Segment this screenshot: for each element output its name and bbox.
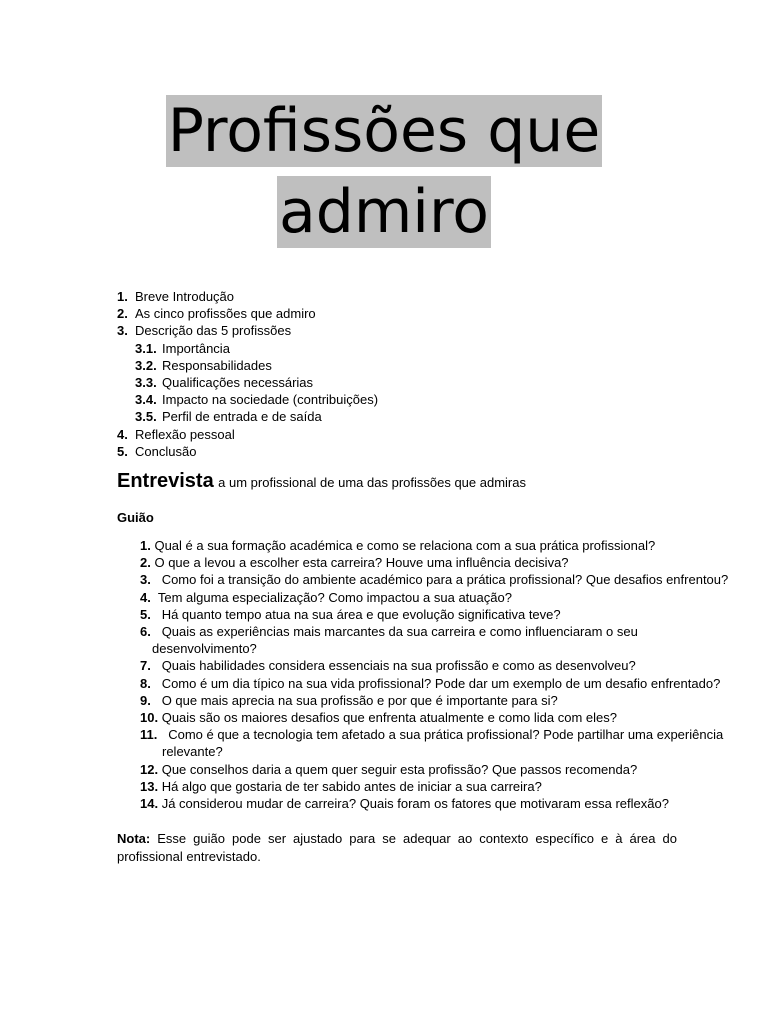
page-title — [0, 92, 768, 254]
outline-subitem — [117, 374, 378, 391]
question-number: 11. — [140, 727, 158, 743]
guide-heading: Guião — [117, 510, 154, 525]
interview-heading-title: Entrevista — [117, 470, 214, 492]
question-text: Tem alguma especialização? Como impactou a sua atuação? — [157, 589, 512, 605]
outline-list — [117, 288, 378, 460]
question-item — [140, 692, 685, 709]
interview-heading-subtitle: a um profissional de uma das profissões que admiras — [218, 475, 526, 490]
question-text: Quais são os maiores desafios que enfrenta atualmente e como lida com eles? — [161, 710, 617, 726]
title-line-1: Profissões que — [167, 96, 601, 166]
outline-subitem — [117, 408, 378, 425]
question-item — [140, 778, 685, 795]
questions-list — [140, 537, 729, 812]
question-text: Há quanto tempo atua na sua área e que evolução significativa teve? — [161, 606, 561, 622]
outline-item-text: Reflexão pessoal — [135, 426, 235, 442]
question-number: 4. — [140, 589, 151, 605]
outline-item — [117, 322, 378, 339]
question-text-continuation: desenvolvimento? — [152, 641, 257, 657]
question-text: Quais habilidades considera essenciais na sua profissão e como as desenvolveu? — [161, 658, 636, 674]
outline-item-number: 2. — [117, 306, 128, 322]
outline-item-number: 3.2. — [135, 357, 157, 373]
interview-heading — [117, 470, 526, 493]
outline-item-text: Perfil de entrada e de saída — [162, 409, 322, 425]
question-item — [140, 657, 685, 674]
outline-subitem — [117, 340, 378, 357]
question-number: 6. — [140, 624, 151, 640]
question-number: 12. — [140, 761, 159, 777]
question-text: Há algo que gostaria de ter sabido antes de iniciar a sua carreira? — [161, 778, 542, 794]
outline-item-text: Importância — [162, 340, 230, 356]
question-item — [140, 709, 685, 726]
note-label: Nota: — [117, 831, 151, 846]
outline-item — [117, 443, 378, 460]
question-text: Qual é a sua formação académica e como se relaciona com a sua prática profissional? — [154, 538, 656, 553]
question-number: 8. — [140, 675, 151, 691]
outline-item-number: 3.4. — [135, 392, 157, 408]
question-text: Como é um dia típico na sua vida profissional? Pode dar um exemplo de um desafio enfrentado? — [161, 675, 721, 691]
question-number: 10. — [140, 710, 159, 726]
question-number: 5. — [140, 606, 151, 622]
question-number: 7. — [140, 658, 151, 674]
question-text: Que conselhos daria a quem quer seguir esta profissão? Que passos recomenda? — [161, 761, 638, 777]
question-item — [140, 554, 685, 571]
question-text: O que mais aprecia na sua profissão e por que é importante para si? — [161, 692, 558, 708]
outline-item-number: 3.1. — [135, 340, 157, 356]
question-text-continuation: relevante? — [162, 744, 223, 760]
question-number: 3. — [140, 572, 151, 588]
question-item — [140, 623, 685, 657]
question-number: 2. — [140, 555, 151, 571]
question-item — [140, 761, 685, 778]
question-text: Quais as experiências mais marcantes da sua carreira e como influenciaram o seu — [161, 624, 638, 640]
title-line-2: admiro — [278, 177, 490, 247]
question-text: Como foi a transição do ambiente académico para a prática profissional? Que desafios enfrentou? — [161, 572, 729, 588]
question-number: 13. — [140, 778, 159, 794]
outline-item-number: 4. — [117, 426, 128, 442]
question-item — [140, 589, 685, 606]
question-text: Como é que a tecnologia tem afetado a sua prática profissional? Pode partilhar uma experiência — [168, 727, 724, 743]
outline-subitem — [117, 357, 378, 374]
outline-item-text: Breve Introdução — [135, 289, 235, 304]
question-number: 1. — [140, 538, 151, 553]
question-number: 9. — [140, 692, 151, 708]
question-number: 14. — [140, 796, 159, 812]
outline-item-number: 3. — [117, 323, 128, 339]
outline-item-text: As cinco profissões que admiro — [135, 306, 316, 322]
outline-item-number: 3.5. — [135, 409, 157, 425]
outline-item-number: 1. — [117, 289, 128, 304]
outline-item-number: 3.3. — [135, 374, 157, 390]
question-item — [140, 795, 685, 812]
outline-item — [117, 426, 378, 443]
outline-item-text: Conclusão — [135, 443, 197, 459]
outline-item-text: Impacto na sociedade (contribuições) — [162, 392, 379, 408]
question-text: Já considerou mudar de carreira? Quais foram os fatores que motivaram essa reflexão? — [161, 796, 669, 812]
question-item — [140, 675, 721, 692]
outline-item — [117, 288, 378, 305]
note-paragraph — [117, 830, 677, 866]
question-item — [140, 571, 729, 588]
outline-item — [117, 305, 378, 322]
outline-item-number: 5. — [117, 443, 128, 459]
outline-item-text: Qualificações necessárias — [162, 374, 314, 390]
note-text: Esse guião pode ser ajustado para se adequar ao contexto específico e à área do profissional entrevistado. — [117, 831, 677, 864]
question-item — [140, 537, 685, 554]
question-item — [140, 606, 685, 623]
question-text: O que a levou a escolher esta carreira? Houve uma influência decisiva? — [154, 555, 569, 571]
outline-subitem — [117, 391, 378, 408]
outline-item-text: Descrição das 5 profissões — [135, 323, 292, 339]
outline-item-text: Responsabilidades — [162, 357, 272, 373]
question-item — [140, 726, 724, 760]
